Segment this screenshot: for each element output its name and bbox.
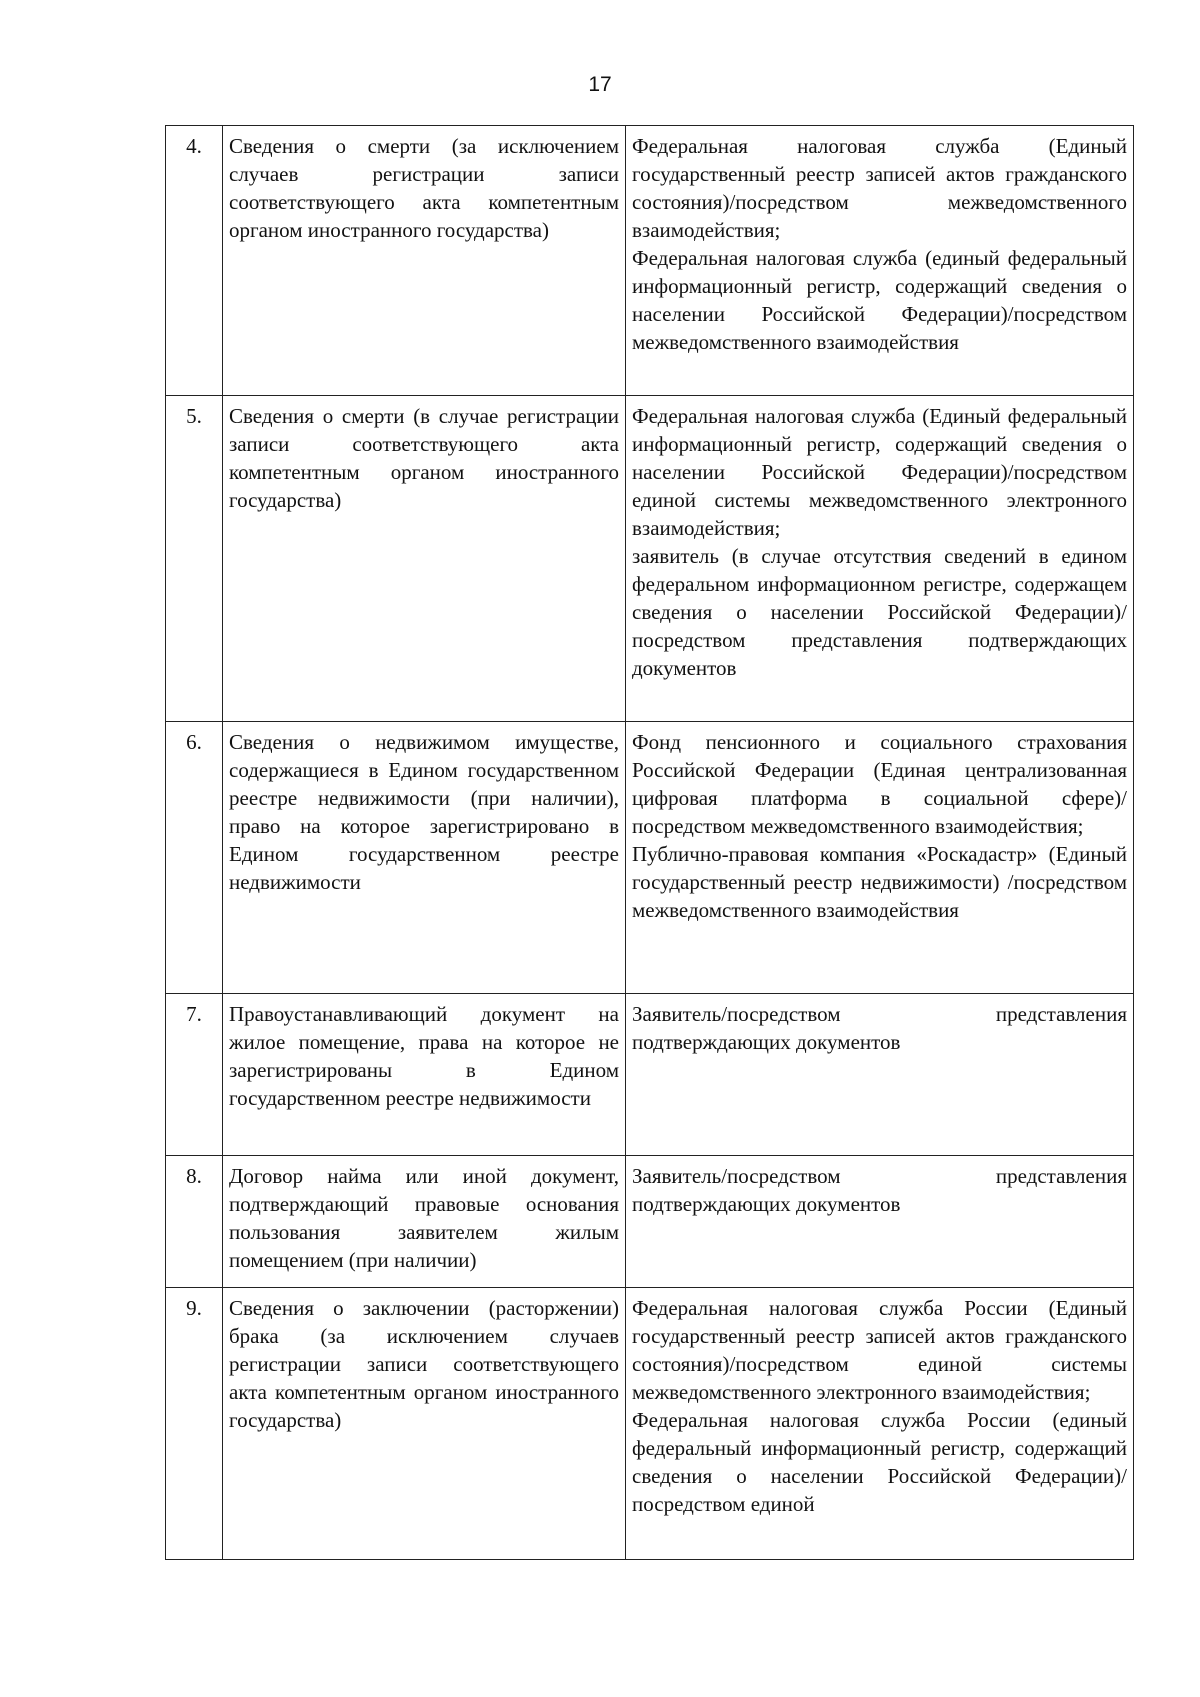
source-cell [626,126,1134,396]
table-row [166,1288,1134,1560]
source-paragraph: Фонд пенсионного и социального страхования Российской Федерации (Единая централизованная цифровая платформа в социальной сфере)/посредством межведомственного взаимодействия; [632,730,1127,838]
row-number: 9. [166,1288,223,1560]
document-name-cell [223,396,626,722]
document-name: Правоустанавливающий документ на жилое помещение, права на которое не зарегистрированы в Едином государственном реестре недвижимости [229,1002,619,1110]
source-paragraph: Заявитель/посредством представления подтверждающих документов [632,1002,1127,1054]
row-number: 5. [166,396,223,722]
document-name-cell [223,1156,626,1288]
row-number: 7. [166,994,223,1156]
document-name-cell [223,994,626,1156]
source-paragraph: заявитель (в случае отсутствия сведений в едином федеральном информационном регистре, содержащем сведения о населении Российской Федерации)/посредством представления подтверждающих документов [632,544,1127,680]
source-paragraph: Федеральная налоговая служба России (Единый государственный реестр записей актов гражданского состояния)/посредством единой системы межведомственного электронного взаимодействия; [632,1296,1127,1404]
source-cell [626,1156,1134,1288]
table-row [166,126,1134,396]
source-paragraph: Заявитель/посредством представления подтверждающих документов [632,1164,1127,1216]
document-name: Сведения о заключении (расторжении) брака (за исключением случаев регистрации записи соответствующего акта компетентным органом иностранного государства) [229,1296,619,1432]
document-name: Сведения о смерти (в случае регистрации записи соответствующего акта компетентным органом иностранного государства) [229,404,619,512]
source-cell [626,1288,1134,1560]
table-row [166,1156,1134,1288]
source-cell [626,994,1134,1156]
source-paragraph: Публично-правовая компания «Роскадастр» (Единый государственный реестр недвижимости) /посредством межведомственного взаимодействия [632,842,1127,922]
source-cell [626,396,1134,722]
table-row [166,396,1134,722]
page-number: 17 [588,73,612,96]
source-paragraph: Федеральная налоговая служба (единый федеральный информационный регистр, содержащий сведения о населении Российской Федерации)/посредством межведомственного взаимодействия [632,246,1127,354]
document-name-cell [223,722,626,994]
row-number: 4. [166,126,223,396]
table-row [166,722,1134,994]
source-paragraph: Федеральная налоговая служба (Единый государственный реестр записей актов гражданского состояния)/посредством межведомственного взаимодействия; [632,134,1127,242]
document-name: Сведения о недвижимом имуществе, содержащиеся в Едином государственном реестре недвижимости (при наличии), право на которое зарегистрировано в Едином государственном реестре недвижимости [229,730,619,894]
documents-table [165,125,1134,1560]
table-row [166,994,1134,1156]
source-cell [626,722,1134,994]
source-paragraph: Федеральная налоговая служба России (единый федеральный информационный регистр, содержащий сведения о населении Российской Федерации)/посредством единой [632,1408,1127,1516]
document-name: Сведения о смерти (за исключением случаев регистрации записи соответствующего акта компетентным органом иностранного государства) [229,134,619,242]
document-name-cell [223,126,626,396]
document-name: Договор найма или иной документ, подтверждающий правовые основания пользования заявителем жилым помещением (при наличии) [229,1164,619,1272]
row-number: 6. [166,722,223,994]
row-number: 8. [166,1156,223,1288]
document-name-cell [223,1288,626,1560]
source-paragraph: Федеральная налоговая служба (Единый федеральный информационный регистр, содержащий сведения о населении Российской Федерации)/посредством единой системы межведомственного электронного взаимодействия; [632,404,1127,540]
